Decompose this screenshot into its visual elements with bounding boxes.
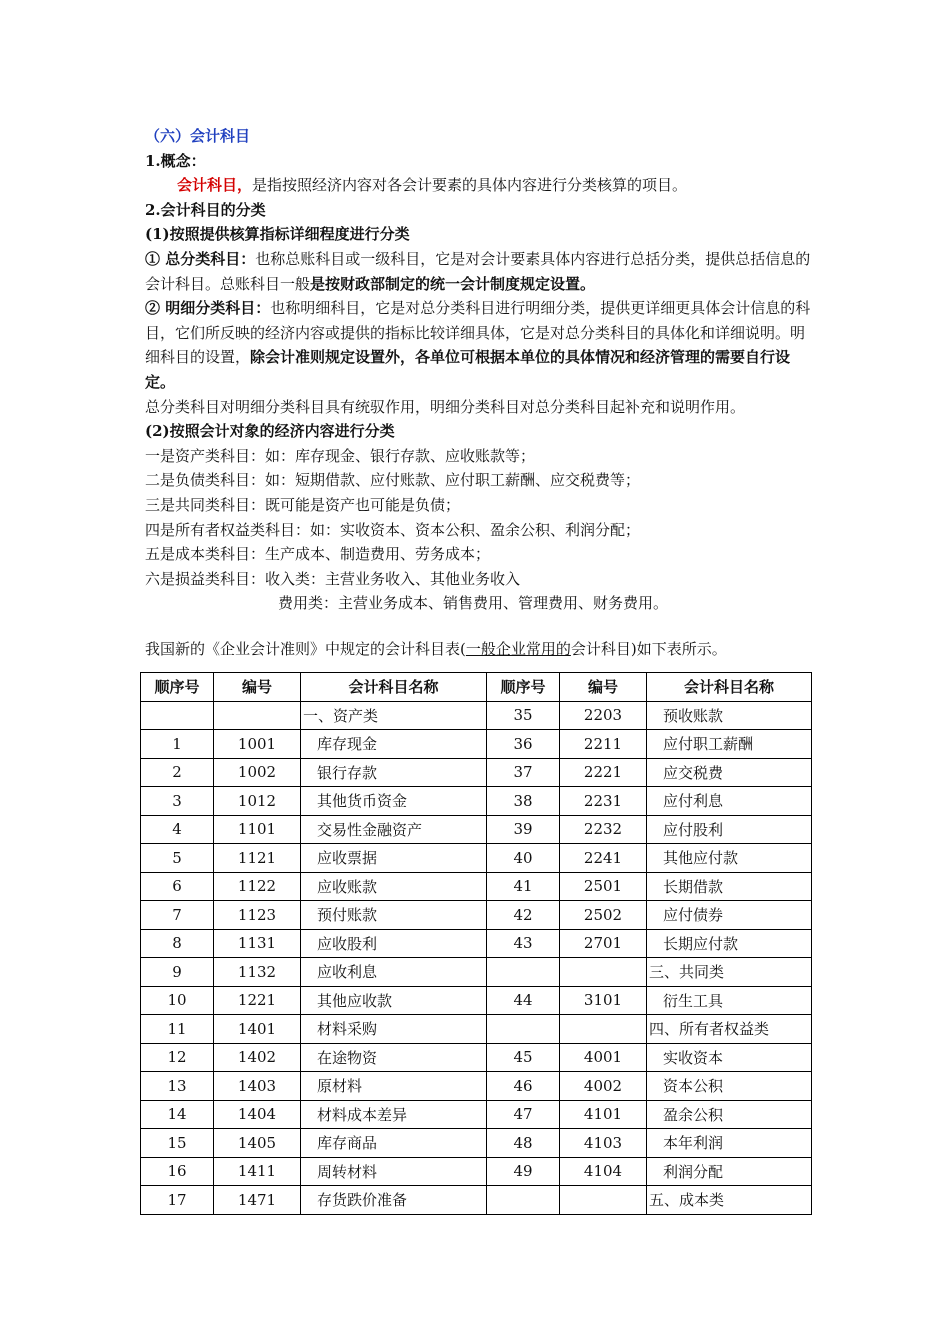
code-cell: 2203: [560, 701, 647, 730]
seq-cell: 38: [487, 787, 560, 816]
table-row: [141, 901, 812, 930]
expense-category-line: 费用类：主营业务成本、销售费用、管理费用、财务费用。: [278, 594, 669, 613]
table-row: [141, 958, 812, 987]
table-row: [141, 701, 812, 730]
header-code: 编号: [560, 673, 647, 702]
table-row: [141, 1015, 812, 1044]
code-cell: 2701: [560, 929, 647, 958]
seq-cell: 11: [141, 1015, 214, 1044]
table-row: [141, 1186, 812, 1215]
seq-cell: 47: [487, 1100, 560, 1129]
code-cell: 1002: [214, 758, 301, 787]
code-cell: [560, 958, 647, 987]
concept-paragraph: [145, 173, 815, 198]
subject-name-cell: 其他应收款: [301, 986, 487, 1015]
subject-name-cell: 交易性金融资产: [301, 815, 487, 844]
table-row: [141, 844, 812, 873]
table-intro-underlined: 一般企业常用的: [465, 639, 571, 658]
category-item: 四是所有者权益类科目：如：实收资本、资本公积、盈余公积、利润分配；: [145, 520, 641, 539]
document-page: [145, 124, 815, 660]
subject-name-cell: 应付债券: [647, 901, 812, 930]
code-cell: [560, 1186, 647, 1215]
table-row: [141, 730, 812, 759]
relation-paragraph: 总分类科目对明细分类科目具有统驭作用，明细分类科目对总分类科目起补充和说明作用。: [145, 397, 746, 416]
header-subject-name: 会计科目名称: [647, 673, 812, 702]
seq-cell: 40: [487, 844, 560, 873]
table-header-row: [141, 673, 812, 702]
subject-name-cell: 原材料: [301, 1072, 487, 1101]
accounting-subjects-table: [140, 672, 812, 1215]
code-cell: 2502: [560, 901, 647, 930]
seq-cell: 14: [141, 1100, 214, 1129]
header-code: 编号: [214, 673, 301, 702]
seq-cell: [487, 1186, 560, 1215]
table-row: [141, 1129, 812, 1158]
code-cell: 2231: [560, 787, 647, 816]
subsidiary-ledger-text: 也称明细科目，它是对总分类科目进行明细分类，提供更详细更具体会计信息的科目，它们所反映的经济内容或提供的指标比较详细具体，它是对总分类科目的具体化和详细说明。明细科目的设置，: [145, 299, 811, 367]
table-intro-after: 会计科目)如下表所示。: [570, 639, 727, 658]
category-item: 六是损益类科目：收入类：主营业务收入、其他业务收入: [145, 569, 521, 588]
code-cell: 1221: [214, 986, 301, 1015]
table-row: [141, 929, 812, 958]
category-item: 五是成本类科目：生产成本、制造费用、劳务成本；: [145, 545, 491, 564]
seq-cell: [141, 701, 214, 730]
code-cell: 1401: [214, 1015, 301, 1044]
category-item: 二是负债类科目：如：短期借款、应付账款、应付职工薪酬、应交税费等；: [145, 471, 641, 490]
subject-name-cell: 应付股利: [647, 815, 812, 844]
code-cell: 1101: [214, 815, 301, 844]
seq-cell: 37: [487, 758, 560, 787]
table-row: [141, 986, 812, 1015]
code-cell: 1122: [214, 872, 301, 901]
subject-name-cell: 应收账款: [301, 872, 487, 901]
subject-name-cell: 实收资本: [647, 1043, 812, 1072]
seq-cell: [487, 1015, 560, 1044]
code-cell: 1012: [214, 787, 301, 816]
code-cell: 4104: [560, 1157, 647, 1186]
subject-name-cell: 资本公积: [647, 1072, 812, 1101]
seq-cell: 8: [141, 929, 214, 958]
table-row: [141, 1100, 812, 1129]
code-cell: 4002: [560, 1072, 647, 1101]
section-title: （六）会计科目: [145, 127, 251, 145]
seq-cell: 3: [141, 787, 214, 816]
seq-cell: 13: [141, 1072, 214, 1101]
concept-definition: 是指按照经济内容对各会计要素的具体内容进行分类核算的项目。: [252, 176, 688, 195]
concept-term: 会计科目，: [177, 176, 253, 195]
subsidiary-ledger-bold-text: 除会计准则规定设置外，各单位可根据本单位的具体情况和经济管理的需要自行设定。: [145, 348, 791, 391]
subject-name-cell: 应付职工薪酬: [647, 730, 812, 759]
code-cell: [214, 701, 301, 730]
subject-name-cell: 应交税费: [647, 758, 812, 787]
seq-cell: 1: [141, 730, 214, 759]
header-subject-name: 会计科目名称: [301, 673, 487, 702]
seq-cell: 45: [487, 1043, 560, 1072]
code-cell: 2501: [560, 872, 647, 901]
subject-name-cell: 预付账款: [301, 901, 487, 930]
code-cell: 4001: [560, 1043, 647, 1072]
subject-name-cell: 长期借款: [647, 872, 812, 901]
code-cell: 2241: [560, 844, 647, 873]
subject-name-cell: 应付利息: [647, 787, 812, 816]
code-cell: 1411: [214, 1157, 301, 1186]
general-ledger-bold-text: 是按财政部制定的统一会计制度规定设置。: [310, 274, 596, 293]
category-item: 一是资产类科目：如：库存现金、银行存款、应收账款等；: [145, 446, 536, 465]
category-item: 三是共同类科目：既可能是资产也可能是负债；: [145, 495, 461, 514]
table-row: [141, 872, 812, 901]
table-intro: [145, 638, 815, 660]
seq-cell: 48: [487, 1129, 560, 1158]
seq-cell: 2: [141, 758, 214, 787]
code-cell: 1471: [214, 1186, 301, 1215]
general-ledger-label: ① 总分类科目：: [145, 249, 256, 268]
category-heading-cell: 一、资产类: [301, 701, 487, 730]
table-row: [141, 815, 812, 844]
code-cell: 2232: [560, 815, 647, 844]
seq-cell: 17: [141, 1186, 214, 1215]
seq-cell: 46: [487, 1072, 560, 1101]
seq-cell: 36: [487, 730, 560, 759]
table-row: [141, 758, 812, 787]
subsidiary-ledger-label: ② 明细分类科目：: [145, 299, 271, 318]
seq-cell: 39: [487, 815, 560, 844]
code-cell: 4103: [560, 1129, 647, 1158]
code-cell: 1001: [214, 730, 301, 759]
seq-cell: 41: [487, 872, 560, 901]
header-seq: 顺序号: [141, 673, 214, 702]
category-heading-cell: 四、所有者权益类: [647, 1015, 812, 1044]
code-cell: 1132: [214, 958, 301, 987]
code-cell: 2211: [560, 730, 647, 759]
category-heading-cell: 五、成本类: [647, 1186, 812, 1215]
header-seq: 顺序号: [487, 673, 560, 702]
seq-cell: 44: [487, 986, 560, 1015]
table-intro-before: 我国新的《企业会计准则》中规定的会计科目表(: [145, 639, 466, 658]
subject-name-cell: 材料成本差异: [301, 1100, 487, 1129]
code-cell: 1404: [214, 1100, 301, 1129]
code-cell: 1131: [214, 929, 301, 958]
code-cell: [560, 1015, 647, 1044]
seq-cell: 16: [141, 1157, 214, 1186]
subject-name-cell: 存货跌价准备: [301, 1186, 487, 1215]
general-ledger-paragraph: [145, 247, 815, 296]
seq-cell: 15: [141, 1129, 214, 1158]
subject-name-cell: 应收票据: [301, 844, 487, 873]
classification-heading: 2.会计科目的分类: [145, 200, 266, 219]
seq-cell: 6: [141, 872, 214, 901]
subject-name-cell: 周转材料: [301, 1157, 487, 1186]
subject-name-cell: 库存现金: [301, 730, 487, 759]
general-ledger-text: 也称总账科目或一级科目，它是对会计要素具体内容进行总括分类，提供总括信息的会计科目。总账科目一般: [145, 249, 811, 293]
seq-cell: 49: [487, 1157, 560, 1186]
subject-name-cell: 利润分配: [647, 1157, 812, 1186]
subsidiary-ledger-paragraph: [145, 296, 815, 394]
subject-name-cell: 库存商品: [301, 1129, 487, 1158]
seq-cell: 43: [487, 929, 560, 958]
code-cell: 1402: [214, 1043, 301, 1072]
seq-cell: 12: [141, 1043, 214, 1072]
subject-name-cell: 本年利润: [647, 1129, 812, 1158]
code-cell: 1121: [214, 844, 301, 873]
code-cell: 4101: [560, 1100, 647, 1129]
code-cell: 1403: [214, 1072, 301, 1101]
code-cell: 1405: [214, 1129, 301, 1158]
subject-name-cell: 在途物资: [301, 1043, 487, 1072]
table-row: [141, 1043, 812, 1072]
code-cell: 1123: [214, 901, 301, 930]
subheading-detail-level: (1)按照提供核算指标详细程度进行分类: [145, 225, 410, 244]
subheading-economic-content: (2)按照会计对象的经济内容进行分类: [145, 422, 395, 441]
subject-name-cell: 银行存款: [301, 758, 487, 787]
subject-name-cell: 衍生工具: [647, 986, 812, 1015]
subject-name-cell: 应收利息: [301, 958, 487, 987]
subject-name-cell: 其他应付款: [647, 844, 812, 873]
seq-cell: 4: [141, 815, 214, 844]
seq-cell: 7: [141, 901, 214, 930]
code-cell: 3101: [560, 986, 647, 1015]
seq-cell: 5: [141, 844, 214, 873]
category-heading-cell: 三、共同类: [647, 958, 812, 987]
seq-cell: 35: [487, 701, 560, 730]
subject-name-cell: 材料采购: [301, 1015, 487, 1044]
subject-name-cell: 其他货币资金: [301, 787, 487, 816]
code-cell: 2221: [560, 758, 647, 787]
subject-name-cell: 预收账款: [647, 701, 812, 730]
seq-cell: [487, 958, 560, 987]
subject-name-cell: 应收股利: [301, 929, 487, 958]
subject-name-cell: 长期应付款: [647, 929, 812, 958]
seq-cell: 9: [141, 958, 214, 987]
table-row: [141, 1072, 812, 1101]
table-row: [141, 1157, 812, 1186]
concept-heading: 1.概念：: [145, 151, 206, 170]
table-row: [141, 787, 812, 816]
seq-cell: 10: [141, 986, 214, 1015]
subject-name-cell: 盈余公积: [647, 1100, 812, 1129]
seq-cell: 42: [487, 901, 560, 930]
